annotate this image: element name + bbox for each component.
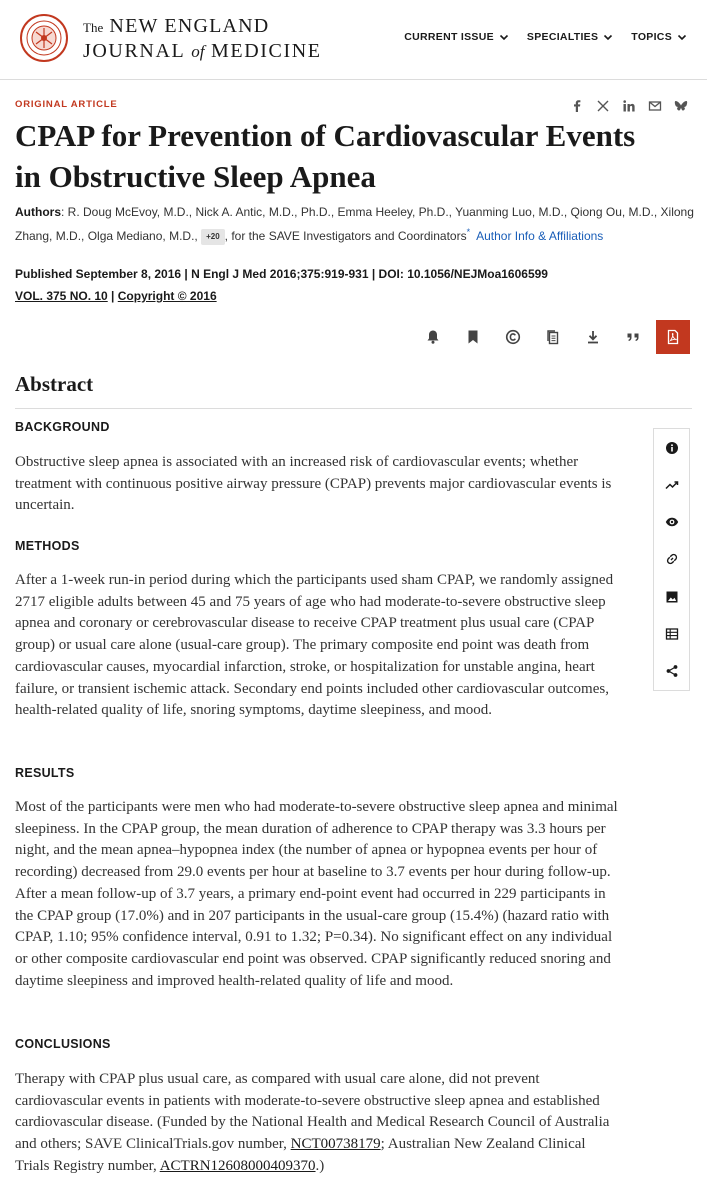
copyright-link[interactable]: Copyright © 2016 — [117, 289, 217, 303]
methods-heading: METHODS — [15, 539, 80, 553]
x-icon[interactable] — [595, 98, 611, 114]
footnote-asterisk[interactable]: * — [466, 227, 471, 237]
authors-suffix: , for the SAVE Investigators and Coordinators — [224, 229, 467, 243]
pdf-icon[interactable] — [656, 320, 690, 354]
brand-medicine: MEDICINE — [211, 40, 322, 62]
email-icon[interactable] — [647, 98, 663, 114]
conclusions-text — [15, 1069, 620, 1178]
article-title: CPAP for Prevention of Cardiovascular Events in Obstructive Sleep Apnea — [15, 118, 636, 194]
brand-new-england: NEW ENGLAND — [109, 15, 270, 37]
background-heading: BACKGROUND — [15, 420, 110, 434]
volume-separator: | — [107, 289, 118, 303]
chevron-down-icon — [499, 32, 509, 42]
figures-icon[interactable] — [654, 578, 689, 615]
conclusions-text-part1: Therapy with CPAP plus usual care, as compared with usual care alone, did not prevent cardiovascular events in patients with moderate-to-severe obstructive sleep apnea and established cardiovascular disease. (Funded by the National Health and Medical Research Council of Australia and others; SAVE ClinicalTrials.gov number, — [15, 1071, 610, 1153]
background-text: Obstructive sleep apnea is associated with an increased risk of cardiovascular events; whether treatment with continuous positive airway pressure (CPAP) prevents major cardiovascular events is uncertain. — [15, 454, 612, 514]
nav-current-issue-label: CURRENT ISSUE — [404, 31, 494, 43]
nejm-seal-logo[interactable] — [20, 14, 68, 62]
bookmark-icon[interactable] — [453, 320, 493, 354]
facebook-icon[interactable] — [569, 98, 585, 114]
authors-block — [15, 202, 695, 246]
conclusions-heading: CONCLUSIONS — [15, 1037, 111, 1051]
nav-specialties-label: SPECIALTIES — [526, 31, 599, 43]
nav-topics[interactable] — [631, 31, 687, 43]
site-header — [0, 0, 707, 80]
conclusions-text-part3: .) — [315, 1157, 325, 1174]
methods-text: After a 1-week run-in period during which the participants used sham CPAP, we randomly assigned 2717 eligible adults between 45 and 75 years of age who had moderate-to-severe obstructive sleep apnea and coronary or cerebrovascular disease to receive CPAP treatment plus usual care (CPAP group) or usual care alone (usual-care group). The primary composite end point was death from cardiovascular causes, myocardial infarction, stroke, or hospitalization for unstable angina, heart failure, or transient ischemic attack. Secondary end points included other cardiovascular outcomes, health-related quality of life, snoring symptoms, daytime sleepiness, and mood. — [15, 572, 614, 719]
nav-specialties[interactable] — [527, 31, 613, 43]
results-text: Most of the participants were men who had moderate-to-severe obstructive sleep apnea and minimal sleepiness. In the CPAP group, the mean duration of adherence to CPAP therapy was 3.3 hours per night, and the mean apnea–hypopnea index (the number of apnea or hypopnea events per hour of recording) decreased from 29.0 events per hour at baseline to 3.7 events per hour during follow-up. After a mean follow-up of 3.7 years, a primary end-point event had occurred in 229 participants in the CPAP group (17.0%) and in 207 participants in the usual-care group (15.4%) (hazard ratio with CPAP, 1.10; 95% confidence interval, 0.91 to 1.32; P=0.34). No significant effect on any individual or other composite cardiovascular end point was observed. CPAP significantly reduced snoring and daytime sleepiness and improved health-related quality of life and mood. — [15, 799, 618, 989]
brand-journal: JOURNAL — [83, 40, 185, 62]
cite-icon[interactable] — [613, 320, 653, 354]
volume-info — [15, 289, 217, 303]
brand-the: The — [83, 20, 104, 35]
author-info-link[interactable]: Author Info & Affiliations — [476, 229, 604, 243]
volume-link[interactable]: VOL. 375 NO. 10 — [15, 289, 108, 303]
chevron-down-icon — [603, 32, 613, 42]
journal-wordmark[interactable] — [83, 15, 322, 64]
metrics-icon[interactable] — [654, 466, 689, 503]
nav-topics-label: TOPICS — [631, 31, 672, 43]
view-icon[interactable] — [654, 504, 689, 541]
chevron-down-icon — [677, 32, 687, 42]
conclusions-text-part2: ; Australian New Zealand Clinical Trials Registry number, — [15, 1136, 586, 1174]
tables-icon[interactable] — [654, 615, 689, 652]
copy-icon[interactable] — [533, 320, 573, 354]
nct-registry-link[interactable]: NCT00738179 — [290, 1136, 381, 1153]
download-icon[interactable] — [573, 320, 613, 354]
actrn-registry-link[interactable]: ACTRN12608000409370 — [159, 1157, 316, 1174]
divider — [15, 408, 692, 409]
abstract-heading: Abstract — [15, 372, 94, 396]
article-tools — [413, 320, 690, 354]
info-icon[interactable] — [654, 429, 689, 466]
link-icon[interactable] — [654, 541, 689, 578]
share-icons — [569, 98, 689, 114]
article-side-toolbar — [653, 428, 690, 691]
authors-label: Authors — [15, 205, 61, 219]
brand-of: of — [191, 42, 205, 61]
results-heading: RESULTS — [15, 766, 75, 780]
permissions-icon[interactable] — [493, 320, 533, 354]
publication-info: Published September 8, 2016 | N Engl J Med 2016;375:919-931 | DOI: 10.1056/NEJMoa1606599 — [15, 267, 548, 281]
bluesky-icon[interactable] — [673, 98, 689, 114]
share-icon[interactable] — [654, 653, 689, 690]
alert-bell-icon[interactable] — [413, 320, 453, 354]
top-navigation — [404, 31, 687, 43]
article-type-label: ORIGINAL ARTICLE — [15, 99, 118, 110]
nav-current-issue[interactable] — [404, 31, 509, 43]
more-authors-button[interactable]: +20 — [201, 229, 225, 245]
linkedin-icon[interactable] — [621, 98, 637, 114]
authors-list: : R. Doug McEvoy, M.D., Nick A. Antic, M.D., Ph.D., Emma Heeley, Ph.D., Yuanming Luo, M.D., Qiong Ou, M.D., Xilong Zhang, M.D., Olga Mediano, M.D., — [15, 205, 694, 243]
